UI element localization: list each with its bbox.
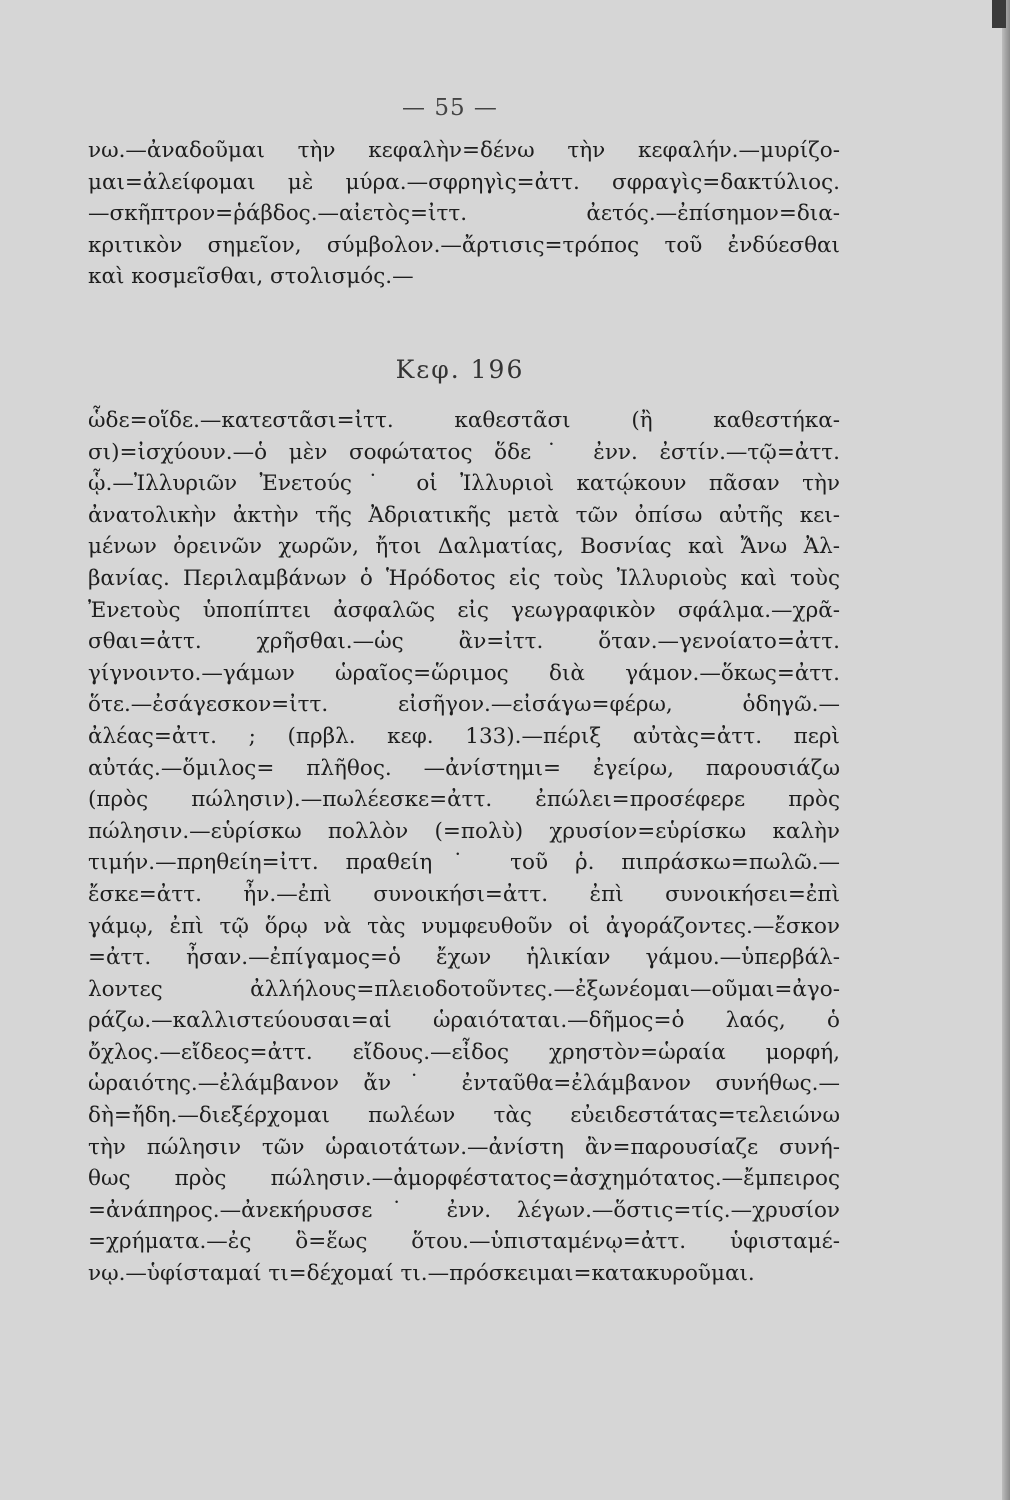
text-line: =ἀττ. ἦσαν.—ἐπίγαμος=ὁ ἔχων ἡλικίαν γάμου.—ὑπερβάλ- xyxy=(88,945,840,971)
text-line: μαι=ἀλείφομαι μὲ μύρα.—σφρηγὶς=ἀττ. σφραγὶς=δακτύλιος. xyxy=(88,169,840,195)
text-line: καὶ κοσμεῖσθαι, στολισμός.— xyxy=(88,264,414,290)
text-line: ὧδε=οἵδε.—κατεστᾶσι=ἰττ. καθεστᾶσι (ἢ καθεστήκα- xyxy=(88,408,840,433)
text-line: ὄχλος.—εἴδεος=ἀττ. εἴδους.—εἶδος χρηστὸν=ὡραία μορφή, xyxy=(88,1039,840,1065)
text-line: τὴν πώλησιν τῶν ὡραιοτάτων.—ἀνίστη ἂν=παρουσίαζε συνή- xyxy=(88,1134,840,1160)
text-line: ἀνατολικὴν ἀκτὴν τῆς Ἀδριατικῆς μετὰ τῶν ὀπίσω αὐτῆς κει- xyxy=(88,502,840,528)
text-line: ὅτε.—ἐσάγεσκον=ἰττ. εἰσῆγον.—εἰσάγω=φέρω, ὁδηγῶ.— xyxy=(88,692,840,718)
text-line: αὐτάς.—ὅμιλος= πλῆθος. —ἀνίστημι= ἐγείρω, παρουσιάζω xyxy=(88,755,840,781)
chapter-heading: Κεφ. 196 xyxy=(395,355,525,384)
text-line: ἔσκε=ἀττ. ἦν.—ἐπὶ συνοικήσι=ἀττ. ἐπὶ συνοικήσει=ἐπὶ xyxy=(88,881,840,907)
text-line: δὴ=ἤδη.—διεξέρχομαι πωλέων τὰς εὐειδεστάτας=τελειώνω xyxy=(88,1103,840,1129)
text-line: τιμήν.—πρηθείη=ἰττ. πραθείη˙ τοῦ ῥ. πιπράσκω=πωλῶ.— xyxy=(88,850,840,876)
text-block-2 xyxy=(88,405,840,1290)
text-line: νω.—ἀναδοῦμαι τὴν κεφαλὴν=δένω τὴν κεφαλήν.—μυρίζο- xyxy=(88,138,840,163)
text-line: σι)=ἰσχύουν.—ὁ μὲν σοφώτατος ὅδε˙ ἐνν. ἐστίν.—τῷ=ἀττ. xyxy=(88,439,840,465)
text-line: πώλησιν.—εὑρίσκω πολλὸν (=πολὺ) χρυσίον=εὑρίσκω καλὴν xyxy=(88,818,840,844)
text-line: =χρήματα.—ἐς ὃ=ἕως ὅτου.—ὑπισταμένῳ=ἀττ. ὑφισταμέ- xyxy=(88,1229,840,1255)
text-line: θως πρὸς πώλησιν.—ἀμορφέστατος=ἀσχημότατος.—ἔμπειρος xyxy=(88,1166,840,1192)
text-line: ᾧ.—Ἰλλυριῶν Ἐνετούς˙ οἱ Ἰλλυριοὶ κατῴκουν πᾶσαν τὴν xyxy=(88,471,840,497)
text-line: βανίας. Περιλαμβάνων ὁ Ἡρόδοτος εἰς τοὺς Ἰλλυριοὺς καὶ τοὺς xyxy=(88,565,840,591)
text-line: γίγνοιντο.—γάμων ὡραῖος=ὥριμος διὰ γάμον.—ὅκως=ἀττ. xyxy=(88,660,840,686)
page-corner-mark xyxy=(992,0,1006,28)
text-line: ἀλέας=ἀττ. ; (πρβλ. κεφ. 133).—πέριξ αὐτὰς=ἀττ. περὶ xyxy=(88,723,840,749)
text-line: νῳ.—ὑφίσταμαί τι=δέχομαί τι.—πρόσκειμαι=κατακυροῦμαι. xyxy=(88,1261,755,1287)
text-line: ὡραιότης.—ἐλάμβανον ἄν˙ ἐνταῦθα=ἐλάμβανον συνήθως.— xyxy=(88,1071,840,1097)
text-line: Ἐνετοὺς ὑποπίπτει ἀσφαλῶς εἰς γεωγραφικὸν σφάλμα.—χρᾶ- xyxy=(88,597,840,623)
page-number: — 55 — xyxy=(402,95,498,121)
text-line: μένων ὀρεινῶν χωρῶν, ἤτοι Δαλματίας, Βοσνίας καὶ Ἄνω Ἀλ- xyxy=(88,534,840,560)
text-line: γάμῳ, ἐπὶ τῷ ὅρῳ νὰ τὰς νυμφευθοῦν οἱ ἀγοράζοντες.—ἔσκον xyxy=(88,913,840,939)
text-line: ράζω.—καλλιστεύουσαι=αἱ ὡραιόταται.—δῆμος=ὁ λαός, ὁ xyxy=(88,1008,840,1034)
text-line: κριτικὸν σημεῖον, σύμβολον.—ἄρτισις=τρόπος τοῦ ἐνδύεσθαι xyxy=(88,232,840,258)
text-line: λοντες ἀλλήλους=πλειοδοτοῦντες.—ἐξωνέομαι—οῦμαι=ἀγο- xyxy=(88,976,840,1002)
text-line: σθαι=ἀττ. χρῆσθαι.—ὡς ἂν=ἰττ. ὅταν.—γενοίατο=ἀττ. xyxy=(88,629,840,655)
page-edge-shadow xyxy=(1002,0,1010,1500)
text-line: —σκῆπτρον=ῥάβδος.—αἰετὸς=ἰττ. ἀετός.—ἐπίσημον=δια- xyxy=(88,201,840,227)
text-block-1 xyxy=(88,135,840,293)
text-line: (πρὸς πώλησιν).—πωλέεσκε=ἀττ. ἐπώλει=προσέφερε πρὸς xyxy=(88,787,840,813)
text-line: =ἀνάπηρος.—ἀνεκήρυσσε˙ ἐνν. λέγων.—ὅστις=τίς.—χρυσίον xyxy=(88,1197,840,1223)
